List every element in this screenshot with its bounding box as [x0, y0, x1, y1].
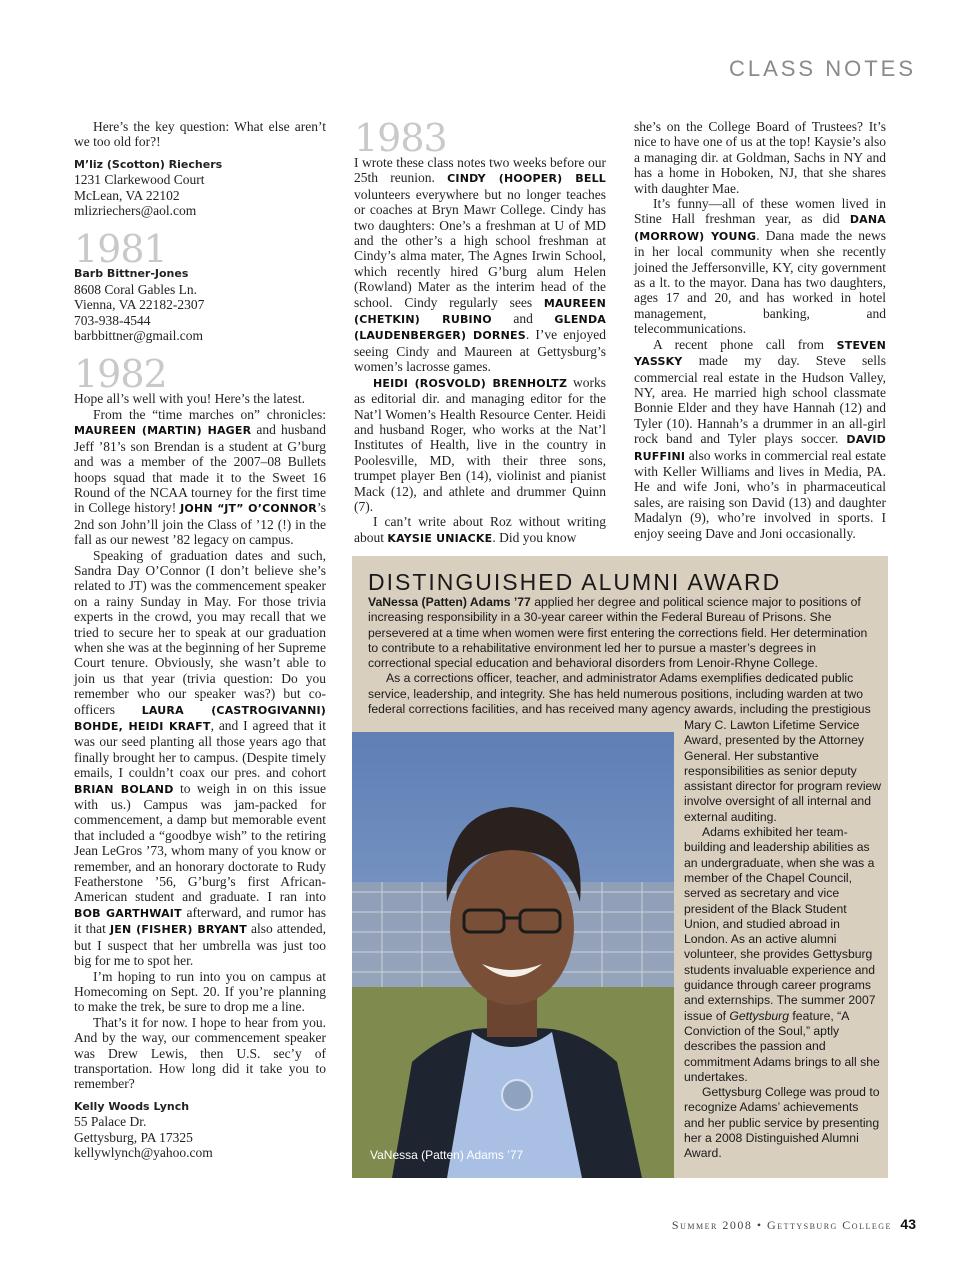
publication-title: Gettysburg [729, 1008, 790, 1023]
paragraph: It’s funny—all of these women lived in Stine Hall freshman year, as did DANA (MORROW) YOUNG. Dana made the news in her local community when she recently joined the Jeffersonville, KY, city government as a lt. to the mayor. Dana has two daughters, ages 17 and 20, and has worked in hotel management, banking, and telecommunications. [634, 196, 886, 337]
footer-text: Summer 2008 • Gettysburg College [671, 1218, 892, 1232]
paragraph: Speaking of graduation dates and such, Sandra Day O’Connor (I don’t believe she’s related to JT) was the commencement speaker on a rainy Sunday in May. For those trivia experts in the crowd, you may recall that we tried to secure her to speak at our graduation when she was at the beginning of her Supreme Court tenure. Obviously, she wasn’t able to join us that year (trivia question: Do you remember who our speaker was?) but co-officers LAURA (CASTROGIVANNI) BOHDE, HEIDI KRAFT, and I agreed that it was our seed planting all those years ago that finally brought her to campus. (Despite timely emails, I couldn’t coax our pres. and cohort BRIAN BOLAND to weigh in on this issue with us.) Campus was jam-packed for commencement, a damp but memorable event that included a “goodbye wish” to the retiring Jean LeGros ’73, whom many of you know or remember, and an honorary doctorate to Rudy Featherstone ’56, G’burg’s first African-American student and graduate. I ran into BOB GARTHWAIT afterward, and rumor has it that JEN (FISHER) BRYANT also attended, but I suspect that her umbrella was just too big for me to spot her. [74, 547, 327, 969]
alumni-name: GLENDA (LAUDENBERGER) DORNES [354, 313, 607, 343]
alumni-name: STEVEN YASSKY [634, 338, 887, 369]
alumni-name: KAYSIE UNIACKE [387, 531, 493, 545]
award-intro [368, 595, 878, 717]
paragraph: she’s on the College Board of Trustees? It’s nice to have one of us at the top! Kaysie’s also a managing dir. at Goldman, Sachs in NY and has a home in Hoboken, NJ, that she shares with daughter Mae. [634, 119, 886, 196]
alumni-name: BOB GARTHWAIT [74, 906, 182, 920]
signature-address: 55 Palace Dr. [74, 1114, 147, 1130]
signature-name: Kelly Woods Lynch [74, 1099, 190, 1113]
award-paragraph: Mary C. Lawton Lifetime Service Award, presented by the Attorney General. Her substantive responsibilities as senior deputy assistant director for program review involve oversight of all internal and external auditing. [684, 718, 882, 824]
portrait-illustration [352, 732, 674, 1178]
class-year-heading: 1983 [354, 116, 447, 160]
alumni-name: DAVID RUFFINI [634, 433, 887, 463]
alumni-name: BRIAN BOLAND [74, 782, 174, 796]
honoree-photo [352, 732, 674, 1178]
page-number: 43 [900, 1216, 916, 1232]
paragraph: Hope all’s well with you! Here’s the latest. [74, 391, 305, 407]
award-title: DISTINGUISHED ALUMNI AWARD [368, 569, 782, 595]
alumni-name: DANA (MORROW) YOUNG [634, 213, 886, 243]
paragraph: A recent phone call from STEVEN YASSKY made my day. Steve sells commercial real estate in the Hudson Valley, NY, area. He married high school classmate Bonnie Elder and they have Hannah (12) and Tyler (10). Hannah’s a drummer in an all-girl rock band and Tyler plays soccer. DAVID RUFFINI also works in commercial real estate with Keller Williams and lives in Media, PA. He and wife Joni, who’s in pharmaceutical sales, are raising son David (13) and daughter Madalyn (9), who’re involved in sports. I enjoy seeing Dave and Joni occasionally. [634, 336, 887, 541]
signature-email[interactable]: barbbittner@gmail.com [74, 328, 204, 344]
class-year-heading: 1981 [74, 227, 167, 272]
alumni-name: JOHN “JT” O’CONNOR [180, 502, 317, 516]
alumni-name: CINDY (HOOPER) BELL [447, 172, 606, 186]
paragraph: I’m hoping to run into you on campus at Homecoming on Sept. 20. If you’re planning to make the trek, be sure to drop me a line. [74, 968, 326, 1015]
signature-address: McLean, VA 22102 [74, 187, 180, 203]
signature-address: 8608 Coral Gables Ln. [74, 281, 197, 297]
paragraph: I wrote these class notes two weeks before our 25th reunion. CINDY (HOOPER) BELL volunteers everywhere but no longer teaches or coaches at Bryn Mawr College. Cindy has two daughters: One’s a freshman at U of MD and the other’s a high school freshman at Cindy’s alma mater, The Agnes Irwin School, which recently hired G’burg alum Helen (Rowland) Mater as the interim head of the school. Cindy regularly sees MAUREEN (CHETKIN) RUBINO and GLENDA (LAUDENBERGER) DORNES. I’ve enjoyed seeing Cindy and Maureen at Gettysburg’s women’s lacrosse games. [354, 155, 607, 375]
alumni-name: MAUREEN (CHETKIN) RUBINO [354, 296, 606, 327]
award-sidebar-text [684, 718, 882, 1162]
section-header: CLASS NOTES [728, 56, 916, 81]
award-paragraph: As a corrections officer, teacher, and administrator Adams exemplifies dedicated public service, leadership, and integrity. She has held numerous positions, including warden at two federal corrections facilities, and has received many agency awards, including the prestigious [368, 671, 871, 717]
intro-text: Here’s the key question: What else aren’t we too old for?! [74, 119, 326, 150]
signature-name: M’liz (Scotton) Riechers [74, 157, 223, 171]
signature-address: Vienna, VA 22182-2307 [74, 297, 205, 313]
award-paragraph: Gettysburg College was proud to recognize Adams’ achievements and her public service by presenting her a 2008 Distinguished Alumni Award. [684, 1085, 880, 1161]
page-footer [672, 1216, 916, 1233]
column-1 [74, 119, 326, 1160]
photo-caption: VaNessa (Patten) Adams ’77 [370, 1148, 524, 1162]
alumni-name: MAUREEN (MARTIN) HAGER [74, 424, 252, 438]
paragraph: From the “time marches on” chronicles: MAUREEN (MARTIN) HAGER and husband Jeff ’81’s son Brendan is a student at G’burg and was a member of the 2007–08 Bullets hoops squad that made it to the Sweet 16 Round of the NCAA tourney for the first time in College history! JOHN “JT” O’CONNOR’s 2nd son John’ll join the Class of ’12 (!) in the fall as our newest ’82 legacy on campus. [74, 406, 326, 548]
award-paragraph: VaNessa (Patten) Adams ’77 applied her degree and political science major to positions of increasing responsibility in a 30-year career within the Federal Bureau of Prisons. She persevered at a time when women were first entering the corrections field. Her determination to contribute to a rehabilitative environment led her to pursue a master’s degrees in correctional special education and behavioral disorders from Lenoir-Rhyne College. [368, 595, 868, 671]
signature-phone: 703-938-4544 [74, 312, 151, 328]
class-year-heading: 1982 [74, 352, 167, 397]
paragraph: I can’t write about Roz without writing about KAYSIE UNIACKE. Did you know [354, 514, 606, 545]
signature-address: 1231 Clarkewood Court [74, 172, 205, 188]
alumni-name: LAURA (CASTROGIVANNI) BOHDE, HEIDI KRAFT [74, 703, 326, 733]
award-box [352, 556, 888, 1178]
alumni-name: HEIDI (ROSVOLD) BRENHOLTZ [373, 376, 568, 390]
honoree-name: VaNessa (Patten) Adams ’77 [368, 595, 531, 609]
signature-email[interactable]: mlizriechers@aol.com [74, 203, 197, 219]
column-2 [354, 116, 607, 546]
signature-address: Gettysburg, PA 17325 [74, 1129, 193, 1145]
paragraph: HEIDI (ROSVOLD) BRENHOLTZ works as editorial dir. and managing editor for the Nat’l Women’s Health Resource Center. Heidi and husband Roger, who works at the Nat’l Institutes of Health, live in the country in Poolesville, MD, with their three sons, trumpet player Ben (14), violinist and pianist Mack (12), and athlete and drummer Quinn (7). [354, 374, 607, 514]
signature-email[interactable]: kellywlynch@yahoo.com [74, 1144, 213, 1160]
paragraph: That’s it for now. I hope to hear from you. And by the way, our commencement speaker was Drew Lewis, then U.S. sec’y of transportation. How long did it take you to remember? [74, 1014, 326, 1092]
signature-name: Barb Bittner-Jones [74, 267, 189, 281]
column-3 [634, 119, 886, 541]
alumni-name: JEN (FISHER) BRYANT [110, 923, 247, 937]
award-paragraph: Adams exhibited her team-building and leadership abilities as an undergraduate, when she was a member of the Chapel Council, served as secretary and vice president of the Black Student Union, and studied abroad in London. As an active alumni volunteer, she provides Gettysburg students invaluable experience and guidance through career programs and externships. The summer 2007 issue of Gettysburg feature, “A Conviction of the Soul,” aptly describes the passion and commitment Adams brings to all she undertakes. [684, 825, 880, 1084]
